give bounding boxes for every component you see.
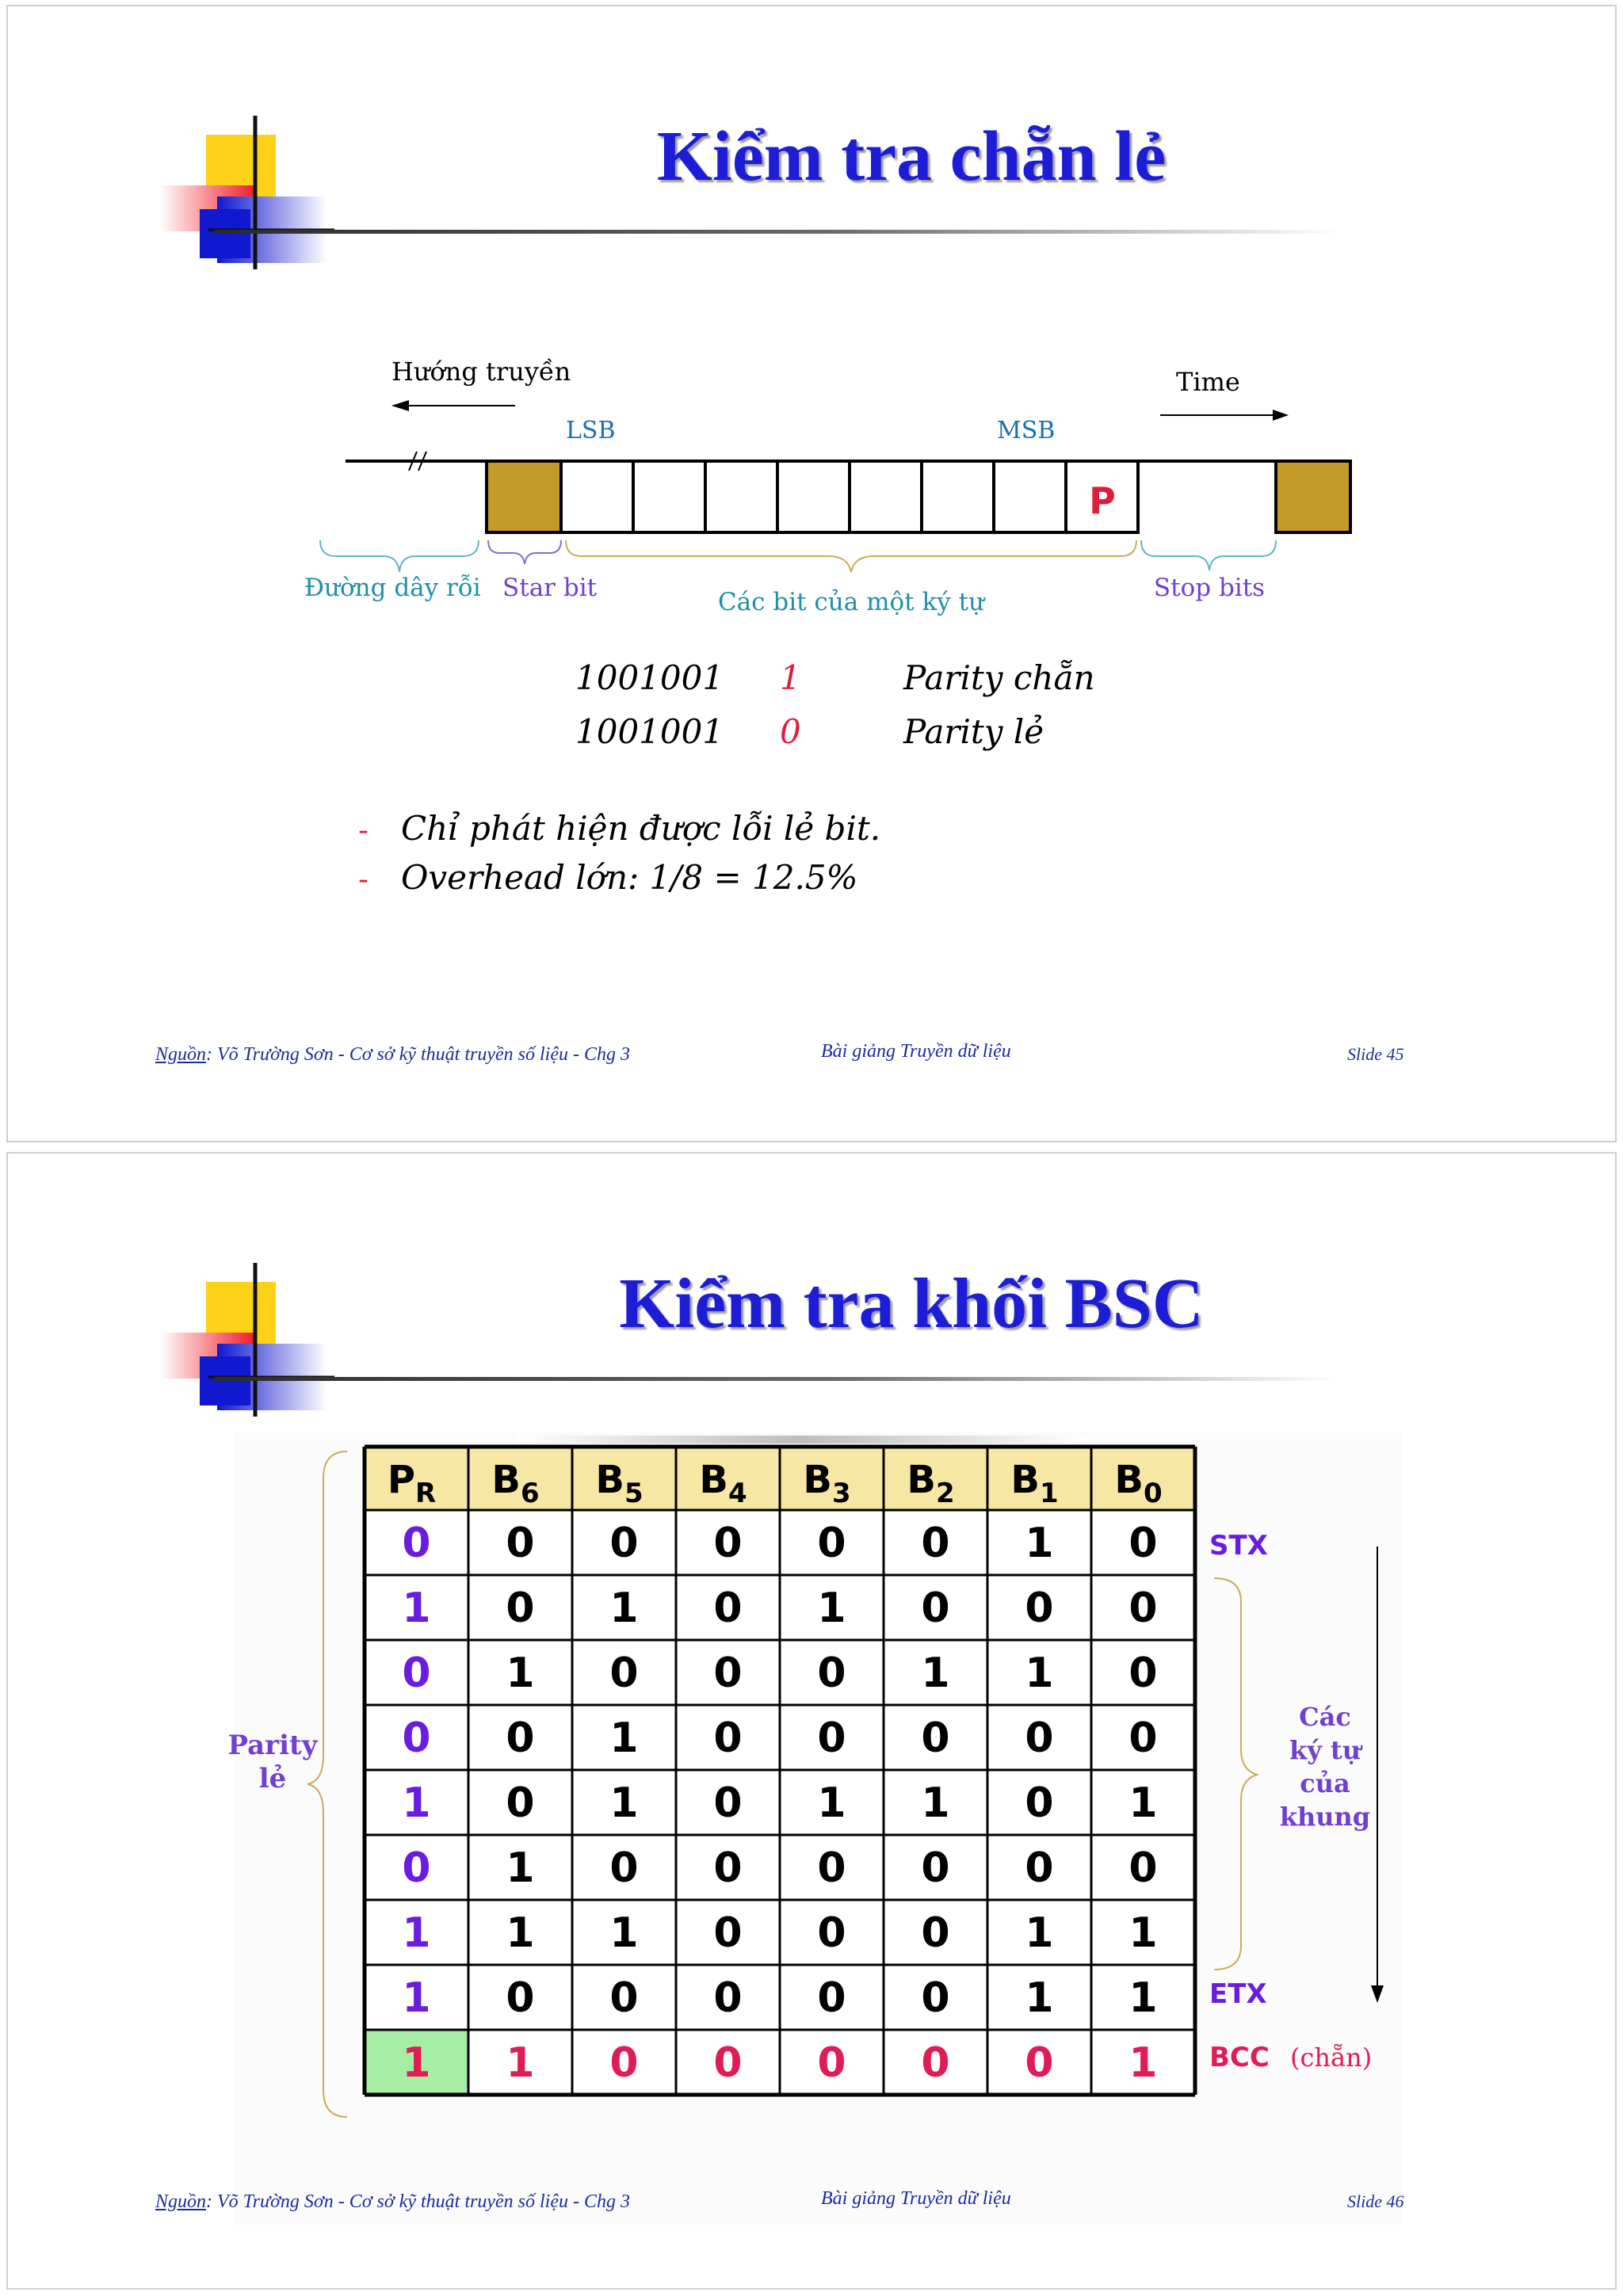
footer-source-text: : Võ Trường Sơn - Cơ sở kỹ thuật truyền số liệu - Chg 3 bbox=[206, 2191, 630, 2212]
header-base: B bbox=[803, 1458, 832, 1502]
msb-label: MSB bbox=[997, 417, 1056, 444]
parity-cell: 1 bbox=[402, 1974, 431, 2022]
char-bits-label: Các bit của một ký tự bbox=[717, 588, 985, 616]
bit-cell: 0 bbox=[1025, 2039, 1054, 2087]
bit-cell: 0 bbox=[1025, 1779, 1054, 1827]
footer-slide-number: Slide 45 bbox=[1347, 1044, 1404, 1064]
bit-cell: 0 bbox=[713, 1844, 743, 1892]
example-parity-bit: 1 bbox=[780, 658, 801, 697]
bsc-table bbox=[365, 1447, 1195, 2095]
header-subscript: R bbox=[415, 1478, 437, 1509]
bullet-text: Overhead lớn: 1/8 = 12.5% bbox=[401, 858, 858, 897]
header-subscript: 5 bbox=[624, 1478, 643, 1509]
bit-cell: 0 bbox=[713, 1714, 743, 1762]
header-subscript: 4 bbox=[727, 1478, 747, 1509]
bit-cell: 1 bbox=[609, 1714, 639, 1762]
frame-chars-label-line: của bbox=[1300, 1768, 1350, 1798]
bit-cell: 1 bbox=[817, 1779, 846, 1827]
character-bit-cells bbox=[561, 461, 1138, 532]
header-base: B bbox=[1114, 1458, 1144, 1502]
stop-bits-line bbox=[1138, 461, 1276, 532]
idle-line bbox=[346, 452, 487, 532]
bit-cell: 0 bbox=[921, 1909, 950, 1957]
slide-45 bbox=[6, 5, 1617, 1142]
header-base: P bbox=[387, 1458, 415, 1502]
bullet-text: Chỉ phát hiện được lỗi lẻ bit. bbox=[401, 809, 881, 848]
bit-cell: 1 bbox=[1128, 1779, 1158, 1827]
footer-source bbox=[155, 1044, 630, 1066]
idle-line-label: Đường dây rỗi bbox=[304, 574, 481, 602]
bit-cell: 0 bbox=[1128, 1844, 1158, 1892]
footer-course: Bài giảng Truyền dữ liệu bbox=[821, 2188, 1011, 2209]
header-base: B bbox=[699, 1458, 728, 1502]
char-bits-brace bbox=[566, 540, 1136, 572]
header-base: B bbox=[595, 1458, 624, 1502]
lsb-label: LSB bbox=[566, 417, 616, 444]
parity-cell: 1 bbox=[402, 2039, 431, 2087]
bit-cell: 0 bbox=[713, 1974, 743, 2022]
bit-cell: 1 bbox=[506, 1909, 535, 1957]
bit-cell: 0 bbox=[713, 1585, 743, 1632]
slide-title: Kiểm tra chẵn lẻ bbox=[656, 117, 1167, 196]
bit-cell: 1 bbox=[506, 1650, 535, 1697]
bullet-item bbox=[358, 809, 880, 848]
async-frame-diagram bbox=[8, 6, 1617, 1142]
bit-cell: 0 bbox=[506, 1714, 535, 1762]
bsc-block-check-diagram bbox=[8, 1154, 1617, 2290]
footer-slide-number: Slide 46 bbox=[1347, 2191, 1404, 2211]
parity-cell: 0 bbox=[402, 1650, 431, 1697]
frame-chars-label-line: khung bbox=[1279, 1802, 1371, 1832]
footer-course: Bài giảng Truyền dữ liệu bbox=[821, 1041, 1011, 1062]
bit-cell: 1 bbox=[1128, 2039, 1158, 2087]
next-start-bit-cell bbox=[1276, 461, 1350, 532]
bit-cell: 0 bbox=[506, 1585, 535, 1632]
parity-cell: 0 bbox=[402, 1520, 431, 1567]
parity-example-row bbox=[575, 658, 1095, 697]
time-arrow-icon bbox=[1160, 410, 1289, 421]
bullet-item bbox=[358, 858, 857, 897]
bit-cell: 1 bbox=[1128, 1974, 1158, 2022]
slide-title: Kiểm tra khối BSC bbox=[619, 1264, 1204, 1343]
example-parity-type: Parity chẵn bbox=[903, 658, 1095, 697]
bit-cell: 0 bbox=[817, 1520, 846, 1567]
bit-cell: 1 bbox=[817, 1585, 846, 1632]
frame-chars-label-line: Các bbox=[1299, 1702, 1351, 1732]
parity-cell: 0 bbox=[402, 1844, 431, 1892]
bit-cell: 0 bbox=[921, 2039, 950, 2087]
parity-label-line2: lẻ bbox=[258, 1763, 287, 1794]
bit-cell: 0 bbox=[817, 1974, 846, 2022]
bit-cell: 1 bbox=[1128, 1909, 1158, 1957]
start-bit-brace bbox=[488, 540, 561, 564]
bit-cell: 0 bbox=[713, 1909, 743, 1957]
bit-cell: 0 bbox=[921, 1974, 950, 2022]
bit-cell: 1 bbox=[506, 2039, 535, 2087]
start-bit-label: Star bit bbox=[502, 574, 598, 602]
bit-cell: 1 bbox=[609, 1779, 639, 1827]
header-subscript: 2 bbox=[935, 1478, 955, 1509]
start-bit-cell bbox=[487, 461, 561, 532]
bit-cell: 0 bbox=[1025, 1844, 1054, 1892]
stop-bits-label: Stop bits bbox=[1153, 574, 1266, 602]
direction-label: Hướng truyền bbox=[391, 357, 571, 387]
bit-cell: 0 bbox=[713, 1520, 743, 1567]
bit-cell: 0 bbox=[1025, 1585, 1054, 1632]
bullet-marker: - bbox=[358, 864, 369, 896]
frame-chars-label-line: ký tự bbox=[1289, 1735, 1361, 1765]
table-top-shade bbox=[515, 1436, 1086, 1444]
header-subscript: 0 bbox=[1143, 1478, 1163, 1509]
bit-cell: 1 bbox=[921, 1650, 950, 1697]
footer-source-prefix: Nguồn bbox=[155, 2191, 207, 2212]
footer-source bbox=[155, 2191, 630, 2213]
bit-cell: 0 bbox=[921, 1520, 950, 1567]
bit-cell: 0 bbox=[506, 1520, 535, 1567]
direction-arrow-icon bbox=[391, 400, 515, 411]
bit-cell: 0 bbox=[609, 1844, 639, 1892]
bit-cell: 0 bbox=[921, 1844, 950, 1892]
bit-cell: 0 bbox=[817, 1909, 846, 1957]
bit-cell: 0 bbox=[817, 2039, 846, 2087]
bit-cell: 1 bbox=[1025, 1974, 1054, 2022]
footer-source-text: : Võ Trường Sơn - Cơ sở kỹ thuật truyền số liệu - Chg 3 bbox=[206, 1044, 630, 1065]
bit-cell: 1 bbox=[609, 1585, 639, 1632]
bit-cell: 0 bbox=[1128, 1650, 1158, 1697]
bit-cell: 0 bbox=[921, 1585, 950, 1632]
parity-cell: 1 bbox=[402, 1779, 431, 1827]
parity-cell: 0 bbox=[402, 1714, 431, 1762]
idle-brace bbox=[320, 540, 479, 572]
header-base: B bbox=[1010, 1458, 1040, 1502]
bit-cell: 0 bbox=[506, 1779, 535, 1827]
parity-label-line1: Parity bbox=[227, 1730, 318, 1761]
bit-cell: 1 bbox=[506, 1844, 535, 1892]
footer-source-prefix: Nguồn bbox=[155, 1044, 207, 1065]
header-subscript: 6 bbox=[520, 1478, 540, 1509]
bit-cell: 0 bbox=[713, 2039, 743, 2087]
bit-cell: 0 bbox=[817, 1650, 846, 1697]
example-bits: 1001001 bbox=[575, 658, 724, 697]
bit-cell: 0 bbox=[713, 1650, 743, 1697]
header-base: B bbox=[907, 1458, 936, 1502]
bit-cell: 1 bbox=[1025, 1520, 1054, 1567]
header-base: B bbox=[491, 1458, 521, 1502]
bit-cell: 0 bbox=[1128, 1714, 1158, 1762]
bit-cell: 0 bbox=[506, 1974, 535, 2022]
bcc-label: BCC bbox=[1209, 2042, 1270, 2073]
parity-example-row bbox=[575, 712, 1044, 751]
header-subscript: 3 bbox=[831, 1478, 851, 1509]
bit-cell: 1 bbox=[1025, 1650, 1054, 1697]
header-subscript: 1 bbox=[1039, 1478, 1059, 1509]
bit-cell: 1 bbox=[1025, 1909, 1054, 1957]
bit-cell: 0 bbox=[817, 1714, 846, 1762]
parity-cell: 1 bbox=[402, 1585, 431, 1632]
bit-cell: 0 bbox=[609, 1650, 639, 1697]
stx-label: STX bbox=[1209, 1530, 1268, 1562]
example-parity-bit: 0 bbox=[780, 712, 801, 751]
bit-cell: 0 bbox=[609, 1974, 639, 2022]
bit-cell: 1 bbox=[609, 1909, 639, 1957]
etx-label: ETX bbox=[1209, 1978, 1267, 2010]
parity-bit-label: P bbox=[1089, 479, 1116, 522]
bcc-note: (chẵn) bbox=[1290, 2042, 1373, 2073]
bullet-marker: - bbox=[358, 814, 369, 847]
example-bits: 1001001 bbox=[575, 712, 724, 751]
bit-cell: 1 bbox=[921, 1779, 950, 1827]
bit-cell: 0 bbox=[1025, 1714, 1054, 1762]
bit-cell: 0 bbox=[609, 2039, 639, 2087]
bit-cell: 0 bbox=[609, 1520, 639, 1567]
bit-cell: 0 bbox=[713, 1779, 743, 1827]
bit-cell: 0 bbox=[1128, 1585, 1158, 1632]
stop-bits-brace bbox=[1141, 540, 1276, 570]
bit-cell: 0 bbox=[1128, 1520, 1158, 1567]
bit-cell: 0 bbox=[921, 1714, 950, 1762]
bit-cell: 0 bbox=[817, 1844, 846, 1892]
slide-46 bbox=[6, 1152, 1617, 2290]
example-parity-type: Parity lẻ bbox=[903, 712, 1044, 751]
time-label: Time bbox=[1176, 367, 1240, 397]
parity-cell: 1 bbox=[402, 1909, 431, 1957]
